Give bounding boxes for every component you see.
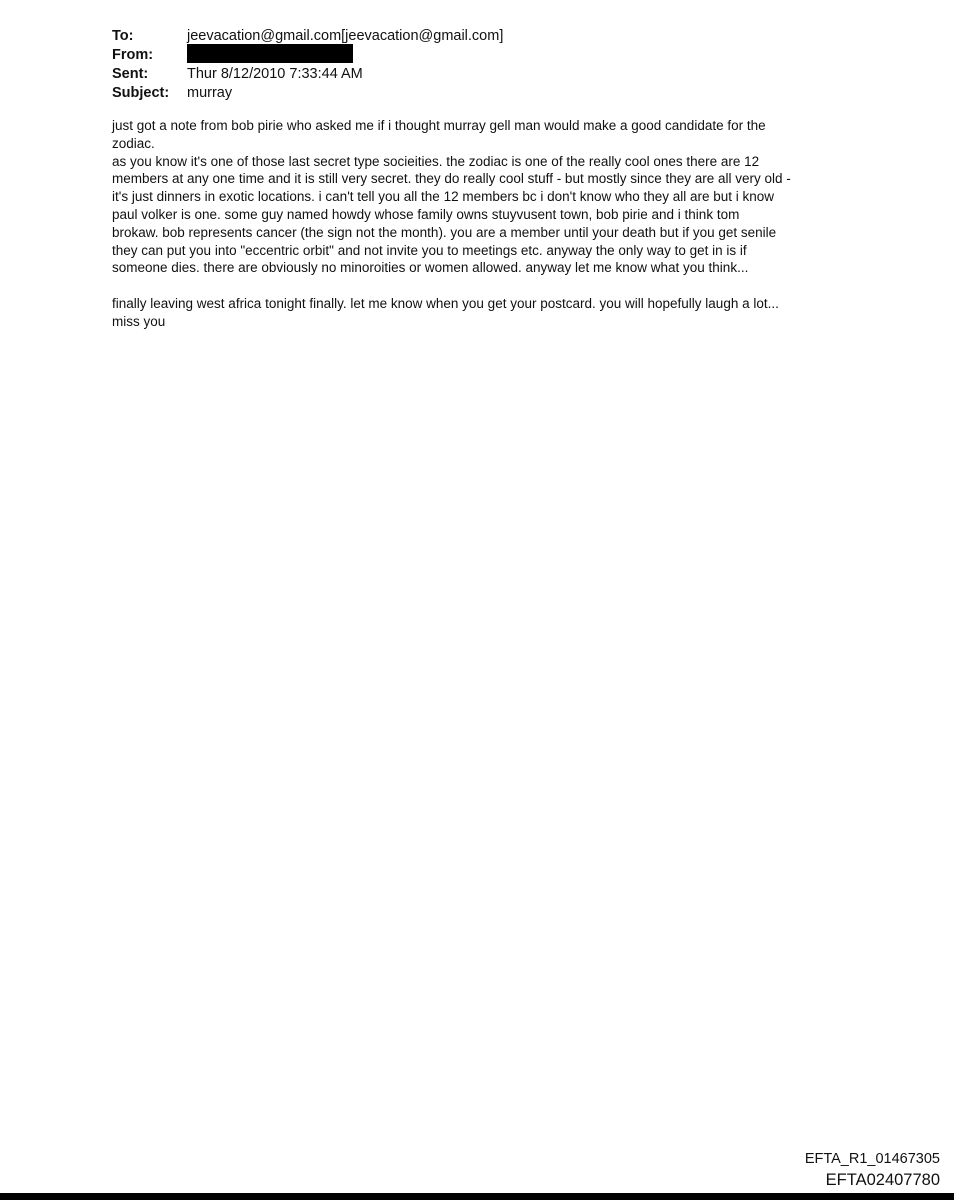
body-line: paul volker is one. some guy named howdy whose family owns stuyvusent town, bob pirie and i think tom xyxy=(112,206,740,222)
bates-number-1: EFTA_R1_01467305 xyxy=(804,1151,940,1167)
body-line: it's just dinners in exotic locations. i can't tell you all the 12 members bc i don't know who they all are but i know xyxy=(112,189,775,205)
from-row xyxy=(112,46,503,65)
bates-number-2: EFTA02407780 xyxy=(825,1171,940,1189)
subject-label: Subject: xyxy=(112,85,170,101)
email-header xyxy=(112,27,503,103)
body-paragraph-1 xyxy=(112,117,852,277)
sent-value: Thur 8/12/2010 7:33:44 AM xyxy=(187,66,363,82)
body-paragraph-2 xyxy=(112,295,852,331)
sent-label: Sent: xyxy=(112,66,149,82)
bottom-border-bar xyxy=(0,1193,954,1200)
from-value xyxy=(187,46,353,65)
sent-row xyxy=(112,65,503,84)
subject-row xyxy=(112,84,503,103)
body-line: just got a note from bob pirie who asked me if i thought murray gell man would make a good candidate for the xyxy=(112,118,766,133)
from-label: From: xyxy=(112,47,154,63)
body-line: they can put you into "eccentric orbit" and not invite you to meetings etc. anyway the only way to get in is if xyxy=(112,242,747,258)
subject-value: murray xyxy=(187,85,233,101)
redaction-bar xyxy=(187,44,353,63)
to-value: jeevacation@gmail.com[jeevacation@gmail.com] xyxy=(187,28,504,44)
body-line: zodiac. xyxy=(112,135,155,151)
body-line: brokaw. bob represents cancer (the sign not the month). you are a member until your death but if you get senile xyxy=(112,224,777,240)
body-line: members at any one time and it is still very secret. they do really cool stuff - but mostly since they are all very old - xyxy=(112,171,791,187)
to-label: To: xyxy=(112,28,134,44)
email-body xyxy=(112,117,852,331)
document-footer xyxy=(805,1149,940,1191)
body-line: as you know it's one of those last secret type socieities. the zodiac is one of the really cool ones there are 12 xyxy=(112,153,760,169)
body-line: finally leaving west africa tonight finally. let me know when you get your postcard. you will hopefully laugh a lot... xyxy=(112,295,779,311)
body-line: someone dies. there are obviously no minoroities or women allowed. anyway let me know what you think... xyxy=(112,260,749,276)
body-line: miss you xyxy=(112,313,166,329)
